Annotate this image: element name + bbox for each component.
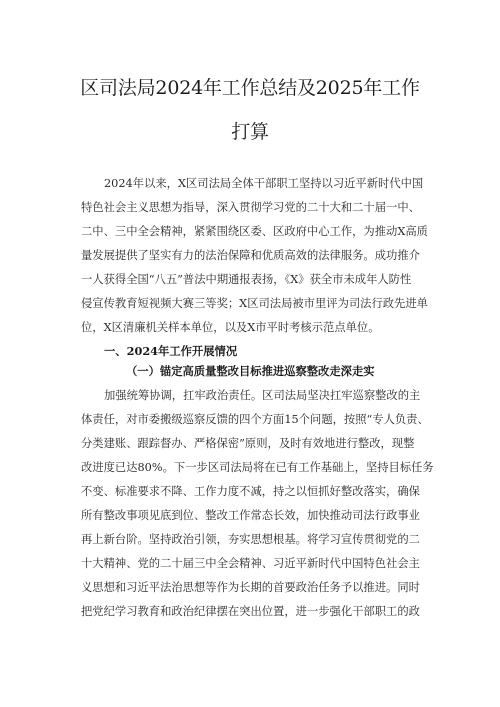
- intro-paragraph-line: 一人获得全国“八五”普法中期通报表扬，《X》获全市未成年人防性: [81, 273, 412, 286]
- intro-paragraph-line: 二中、三中全会精神，紧紧围绕区委、区政府中心工作，为推动X高质: [81, 225, 428, 238]
- intro-paragraph-line: 量发展提供了坚实有力的法治保障和优质高效的法律服务。成功推介: [81, 249, 420, 262]
- subsection-heading: （一）锚定高质量整改目标推进巡察整改走深走实: [126, 364, 375, 378]
- intro-paragraph-line: 特色社会主义思想为指导，深入贯彻学习党的二十大和二十届一中、: [81, 201, 420, 214]
- section-heading: 一、2024年工作开展情况: [104, 344, 238, 358]
- body-paragraph-line: 义思想和习近平法治思想等作为长期的首要政治任务予以推进。同时: [81, 581, 420, 594]
- body-paragraph-line: 十大精神、党的二十届三中全会精神、习近平新时代中国特色社会主: [81, 557, 420, 570]
- body-paragraph-line: 改进度已达80%。下一步区司法局将在已有工作基础上，坚持目标任务: [81, 461, 434, 474]
- intro-paragraph-line: 2024年以来，X区司法局全体干部职工坚持以习近平新时代中国: [104, 177, 424, 190]
- body-paragraph-line: 分类建账、跟踪督办、严格保密”原则，及时有效地进行整改，现整: [81, 437, 415, 450]
- body-paragraph-line: 把党纪学习教育和政治纪律摆在突出位置，进一步强化干部职工的政: [81, 605, 420, 618]
- body-paragraph-line: 不变、标准要求不降、工作力度不减，持之以恒抓好整改落实，确保: [81, 485, 420, 498]
- body-paragraph-line: 再上新台阶。坚持政治引领，夯实思想根基。将学习宣传贯彻党的二: [81, 533, 420, 546]
- body-paragraph-line: 体责任，对市委搬级巡察反馈的四个方面15个问题，按照“专人负责、: [81, 413, 429, 426]
- document-title-line-1: 区司法局2024年工作总结及2025年工作: [80, 77, 420, 99]
- document-title-line-2: 打算: [231, 121, 269, 143]
- body-paragraph-line: 所有整改事项见底到位、整改工作常态长效，加快推动司法行政事业: [81, 509, 420, 522]
- intro-paragraph-line: 位，X区清廉机关样本单位，以及X市平时考核示范点单位。: [81, 321, 380, 334]
- intro-paragraph-line: 侵宣传教育短视频大赛三等奖；X区司法局被市里评为司法行政先进单: [81, 297, 428, 310]
- body-paragraph-line: 加强统筹协调，扛牢政治责任。区司法局坚决扛牢巡察整改的主: [104, 389, 421, 402]
